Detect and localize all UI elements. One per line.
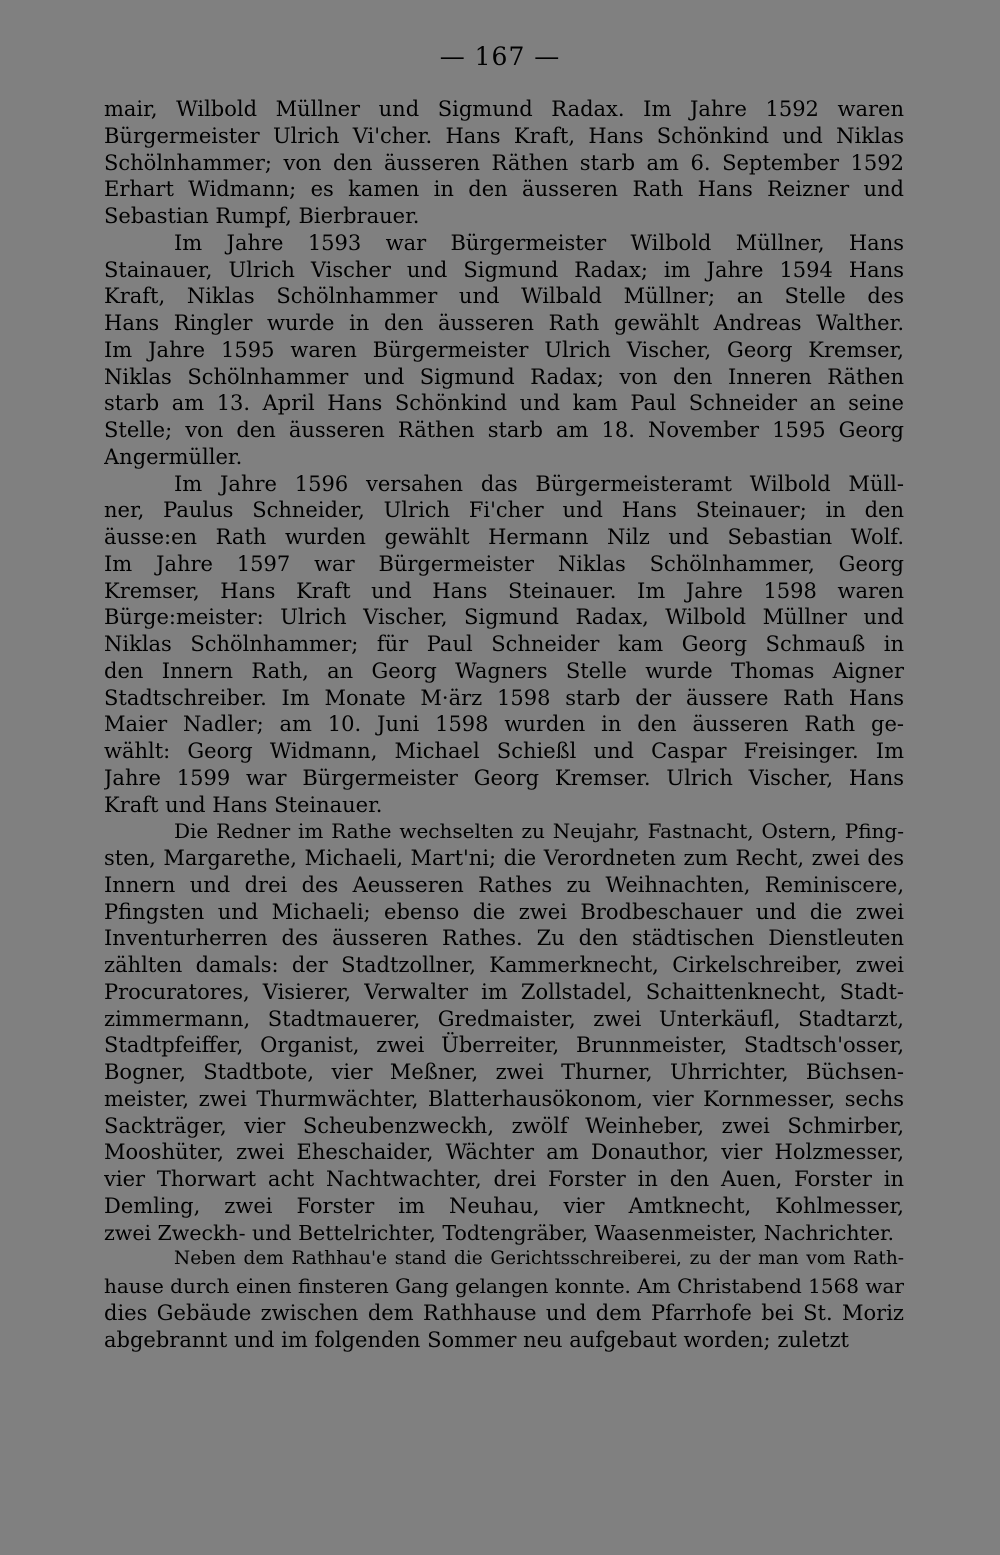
paragraph bbox=[104, 471, 904, 819]
text-line: Stadtschreiber. Im Monate M·ärz 1598 starb der äussere Rath Hans bbox=[104, 685, 904, 710]
text-line: Innern und drei des Aeusseren Rathes zu Weihnachten, Reminiscere, bbox=[104, 872, 904, 897]
text-line: Pfingsten und Michaeli; ebenso die zwei Brodbeschauer und die zwei bbox=[104, 899, 904, 924]
text-line: Niklas Schölnhammer und Sigmund Radax; von den Inneren Räthen bbox=[104, 364, 904, 389]
text-line: Im Jahre 1596 versahen das Bürgermeisteramt Wilbold Müll- bbox=[174, 471, 904, 496]
text-line: Stelle; von den äusseren Räthen starb am 18. November 1595 Georg bbox=[104, 418, 904, 442]
text-line: Sackträger, vier Scheubenzweckh, zwölf Weinheber, zwei Schmirber, bbox=[104, 1113, 904, 1138]
text-line: Stadtpfeiffer, Organist, zwei Überreiter, Brunnmeister, Stadtsch'osser, bbox=[104, 1033, 904, 1058]
text-line: den Innern Rath, an Georg Wagners Stelle wurde Thomas Aigner bbox=[104, 658, 904, 683]
paragraph bbox=[104, 1246, 904, 1353]
text-line: zählten damals: der Stadtzollner, Kammerknecht, Cirkelschreiber, zwei bbox=[104, 953, 904, 977]
text-line: Neben dem Rathhau'e stand die Gerichtsschreiberei, zu der man vom Rath- bbox=[174, 1248, 904, 1270]
text-line: Niklas Schölnhammer; für Paul Schneider kam Georg Schmauß in bbox=[104, 632, 904, 656]
text-line: Demling, zwei Forster im Neuhau, vier Amtknecht, Kohlmesser, bbox=[104, 1193, 904, 1218]
text-line: abgebrannt und im folgenden Sommer neu aufgebaut worden; zuletzt bbox=[104, 1327, 849, 1352]
text-line: Jahre 1599 war Bürgermeister Georg Kremser. Ulrich Vischer, Hans bbox=[104, 765, 904, 790]
text-line: sten, Margarethe, Michaeli, Mart'ni; die Verordneten zum Recht, zwei des bbox=[104, 846, 904, 870]
text-line: hause durch einen finsteren Gang gelangen konnte. Am Christabend 1568 war bbox=[104, 1274, 904, 1298]
text-line: mair, Wilbold Müllner und Sigmund Radax. Im Jahre 1592 waren bbox=[104, 97, 904, 121]
text-line: Bogner, Stadtbote, vier Meßner, zwei Thurner, Uhrrichter, Büchsen- bbox=[104, 1060, 904, 1084]
text-line: Angermüller. bbox=[104, 444, 243, 469]
text-line: ner, Paulus Schneider, Ulrich Fi'cher und Hans Steinauer; in den bbox=[104, 498, 904, 523]
body-text bbox=[104, 96, 904, 1353]
page-number: — 167 — bbox=[439, 42, 561, 71]
paragraph bbox=[104, 96, 904, 230]
text-line: Kraft, Niklas Schölnhammer und Wilbald Müllner; an Stelle des bbox=[104, 284, 904, 309]
text-line: Kremser, Hans Kraft und Hans Steinauer. Im Jahre 1598 waren bbox=[104, 578, 904, 603]
text-line: wählt: Georg Widmann, Michael Schießl und Caspar Freisinger. Im bbox=[104, 739, 904, 763]
text-line: Schölnhammer; von den äusseren Räthen starb am 6. September 1592 bbox=[104, 150, 904, 175]
text-line: dies Gebäude zwischen dem Rathhause und dem Pfarrhofe bei St. Moriz bbox=[104, 1300, 904, 1325]
text-line: Inventurherren des äusseren Rathes. Zu den städtischen Dienstleuten bbox=[104, 926, 904, 951]
text-line: Erhart Widmann; es kamen in den äusseren Rath Hans Reizner und bbox=[104, 177, 904, 202]
text-line: Procuratores, Visierer, Verwalter im Zollstadel, Schaittenknecht, Stadt- bbox=[104, 979, 904, 1004]
text-line: meister, zwei Thurmwächter, Blatterhausökonom, vier Kornmesser, sechs bbox=[104, 1086, 904, 1111]
text-line: Im Jahre 1593 war Bürgermeister Wilbold Müllner, Hans bbox=[174, 230, 904, 255]
paragraph bbox=[104, 230, 904, 471]
text-line: Kraft und Hans Steinauer. bbox=[104, 792, 383, 817]
text-line: zimmermann, Stadtmauerer, Gredmaister, zwei Unterkäufl, Stadtarzt, bbox=[104, 1006, 904, 1031]
text-line: Bürgermeister Ulrich Vi'cher. Hans Kraft, Hans Schönkind und Niklas bbox=[104, 123, 904, 148]
text-line: Hans Ringler wurde in den äusseren Rath gewählt Andreas Walther. bbox=[104, 311, 904, 335]
text-line: Stainauer, Ulrich Vischer und Sigmund Radax; im Jahre 1594 Hans bbox=[104, 257, 904, 282]
text-line: Im Jahre 1597 war Bürgermeister Niklas Schölnhammer, Georg bbox=[104, 551, 904, 576]
text-line: starb am 13. April Hans Schönkind und kam Paul Schneider an seine bbox=[104, 391, 904, 416]
paragraph bbox=[104, 818, 904, 1246]
text-line: äusse:en Rath wurden gewählt Hermann Nilz und Sebastian Wolf. bbox=[104, 525, 904, 549]
text-line: Mooshüter, zwei Eheschaider, Wächter am Donauthor, vier Holzmesser, bbox=[104, 1140, 904, 1165]
text-line: Die Redner im Rathe wechselten zu Neujahr, Fastnacht, Ostern, Pfing- bbox=[174, 819, 904, 844]
text-line: Bürge:meister: Ulrich Vischer, Sigmund Radax, Wilbold Müllner und bbox=[104, 605, 904, 630]
text-line: zwei Zweckh- und Bettelrichter, Todtengräber, Waasenmeister, Nachrichter. bbox=[104, 1220, 895, 1245]
text-line: vier Thorwart acht Nachtwachter, drei Forster in den Auen, Forster in bbox=[104, 1167, 904, 1191]
text-line: Sebastian Rumpf, Bierbrauer. bbox=[104, 204, 420, 228]
text-line: Maier Nadler; am 10. Juni 1598 wurden in den äusseren Rath ge- bbox=[104, 712, 904, 737]
text-line: Im Jahre 1595 waren Bürgermeister Ulrich Vischer, Georg Kremser, bbox=[104, 337, 904, 362]
